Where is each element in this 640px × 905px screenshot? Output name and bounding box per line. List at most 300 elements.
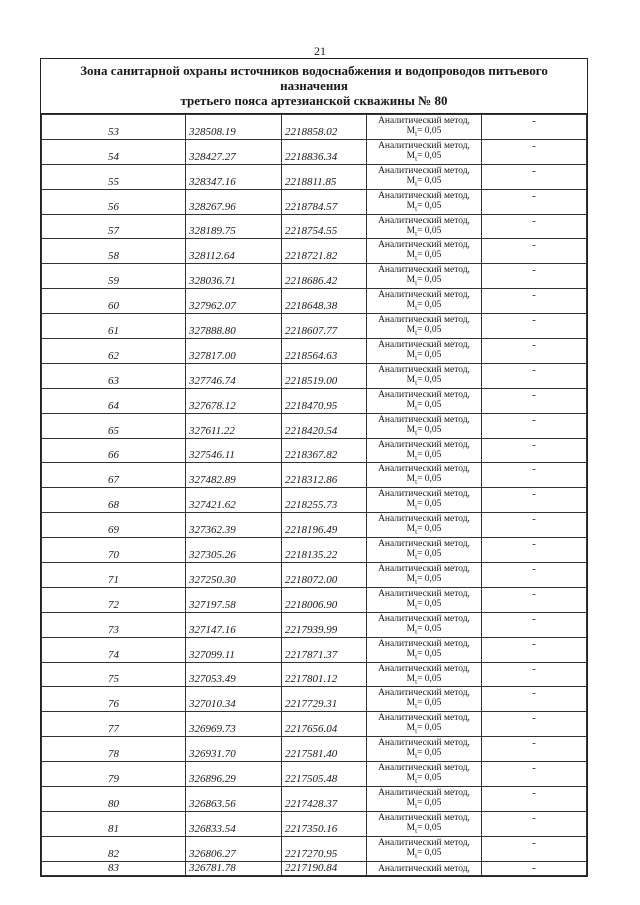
coordinate-y: 2218135.22	[282, 538, 367, 563]
accuracy-value: = 0,05	[417, 698, 442, 709]
accuracy-subscript: t	[415, 752, 418, 761]
method-cell	[367, 811, 482, 836]
point-number: 78	[42, 737, 186, 762]
accuracy-value: = 0,05	[417, 225, 442, 236]
coordinate-x: 327888.80	[186, 314, 282, 339]
accuracy-subscript: t	[415, 677, 418, 686]
title-line-1: Зона санитарной охраны источников водоснабжения и водопроводов питьевого назначения	[80, 63, 548, 93]
point-number: 55	[42, 164, 186, 189]
coordinate-x: 327678.12	[186, 388, 282, 413]
accuracy-subscript: t	[415, 577, 418, 586]
method-cell	[367, 637, 482, 662]
table-row	[42, 762, 587, 787]
coordinate-y: 2218811.85	[282, 164, 367, 189]
accuracy-value: = 0,05	[417, 598, 442, 609]
coordinate-x: 326833.54	[186, 811, 282, 836]
accuracy-label	[367, 300, 481, 313]
accuracy-symbol: M	[406, 250, 416, 261]
coordinate-y: 2218754.55	[282, 214, 367, 239]
method-label: Аналитический метод,	[378, 464, 470, 475]
point-number: 77	[42, 712, 186, 737]
table-row	[42, 413, 587, 438]
table-row	[42, 861, 587, 875]
accuracy-subscript: t	[415, 229, 418, 238]
accuracy-subscript: t	[415, 428, 418, 437]
table-row	[42, 687, 587, 712]
accuracy-label	[367, 400, 481, 413]
accuracy-label	[367, 674, 481, 687]
method-label: Аналитический метод,	[378, 290, 470, 301]
coordinate-x: 327421.62	[186, 488, 282, 513]
accuracy-value: = 0,05	[417, 723, 442, 734]
accuracy-subscript: t	[415, 553, 418, 562]
accuracy-value: = 0,05	[417, 524, 442, 535]
method-label: Аналитический метод,	[378, 588, 470, 599]
page-number: 21	[314, 44, 326, 58]
accuracy-value: = 0,05	[417, 399, 442, 410]
accuracy-symbol: M	[406, 847, 416, 858]
method-label: Аналитический метод,	[378, 837, 470, 848]
method-cell	[367, 214, 482, 239]
coordinate-y: 2217190.84	[282, 861, 367, 875]
accuracy-symbol: M	[406, 474, 416, 485]
coordinate-y: 2218420.54	[282, 413, 367, 438]
accuracy-symbol: M	[406, 449, 416, 460]
accuracy-value: = 0,05	[417, 623, 442, 634]
coordinate-x: 327962.07	[186, 289, 282, 314]
accuracy-label	[367, 574, 481, 587]
accuracy-value: = 0,05	[417, 449, 442, 460]
method-label: Аналитический метод,	[378, 116, 470, 126]
accuracy-subscript: t	[415, 478, 418, 487]
accuracy-label	[367, 151, 481, 164]
accuracy-symbol: M	[406, 424, 416, 435]
point-number: 72	[42, 587, 186, 612]
accuracy-value: = 0,05	[417, 374, 442, 385]
dash-cell: -	[482, 388, 587, 413]
coordinate-x: 326863.56	[186, 787, 282, 812]
point-number: 75	[42, 662, 186, 687]
accuracy-value: = 0,05	[417, 549, 442, 560]
dash-cell: -	[482, 488, 587, 513]
accuracy-label	[367, 250, 481, 263]
table-row	[42, 214, 587, 239]
table-row	[42, 438, 587, 463]
table-row	[42, 787, 587, 812]
accuracy-symbol: M	[406, 499, 416, 510]
dash-cell: -	[482, 637, 587, 662]
coordinate-x: 327250.30	[186, 563, 282, 588]
dash-cell: -	[482, 438, 587, 463]
method-label: Аналитический метод,	[378, 713, 470, 724]
accuracy-label	[367, 649, 481, 662]
accuracy-symbol: M	[406, 200, 416, 211]
accuracy-subscript: t	[415, 503, 418, 512]
method-cell	[367, 189, 482, 214]
accuracy-subscript: t	[415, 453, 418, 462]
coordinate-x: 327362.39	[186, 513, 282, 538]
accuracy-label	[367, 499, 481, 512]
coordinate-x: 327010.34	[186, 687, 282, 712]
method-label: Аналитический метод,	[378, 140, 470, 151]
method-label: Аналитический метод,	[378, 240, 470, 251]
accuracy-subscript: t	[415, 204, 418, 213]
coordinate-x: 327053.49	[186, 662, 282, 687]
accuracy-subscript: t	[415, 329, 418, 338]
table-row	[42, 637, 587, 662]
coordinate-x: 327197.58	[186, 587, 282, 612]
accuracy-symbol: M	[406, 748, 416, 759]
point-number: 61	[42, 314, 186, 339]
table-row	[42, 164, 587, 189]
accuracy-label	[367, 425, 481, 438]
method-label: Аналитический метод,	[378, 763, 470, 774]
table-row	[42, 538, 587, 563]
method-label: Аналитический метод,	[378, 564, 470, 575]
coordinate-x: 327099.11	[186, 637, 282, 662]
dash-cell: -	[482, 513, 587, 538]
accuracy-label	[367, 350, 481, 363]
coordinate-y: 2218006.90	[282, 587, 367, 612]
method-cell	[367, 388, 482, 413]
coordinate-x: 327482.89	[186, 463, 282, 488]
table-row	[42, 314, 587, 339]
coordinate-x: 327746.74	[186, 363, 282, 388]
method-cell	[367, 762, 482, 787]
dash-cell: -	[482, 214, 587, 239]
accuracy-symbol: M	[406, 648, 416, 659]
table-row	[42, 139, 587, 164]
method-cell	[367, 164, 482, 189]
dash-cell: -	[482, 687, 587, 712]
accuracy-label	[367, 698, 481, 711]
coordinate-x: 328036.71	[186, 264, 282, 289]
coordinate-y: 2217505.48	[282, 762, 367, 787]
accuracy-subscript: t	[415, 353, 418, 362]
method-label: Аналитический метод,	[378, 738, 470, 749]
accuracy-subscript: t	[415, 279, 418, 288]
title-line-2: третьего пояса артезианской скважины № 80	[180, 93, 448, 108]
method-cell	[367, 339, 482, 364]
method-label: Аналитический метод,	[378, 165, 470, 176]
accuracy-symbol: M	[406, 549, 416, 560]
coordinates-sheet	[40, 58, 588, 877]
method-cell	[367, 513, 482, 538]
dash-cell: -	[482, 861, 587, 875]
coordinate-y: 2218255.73	[282, 488, 367, 513]
method-label: Аналитический метод,	[378, 439, 470, 450]
accuracy-label	[367, 524, 481, 537]
coordinate-x: 328112.64	[186, 239, 282, 264]
accuracy-symbol: M	[406, 673, 416, 684]
accuracy-label	[367, 275, 481, 288]
dash-cell: -	[482, 463, 587, 488]
method-cell	[367, 787, 482, 812]
method-cell	[367, 612, 482, 637]
method-cell	[367, 737, 482, 762]
dash-cell: -	[482, 836, 587, 861]
accuracy-value: = 0,05	[417, 648, 442, 659]
method-label: Аналитический метод,	[378, 613, 470, 624]
accuracy-subscript: t	[415, 702, 418, 711]
table-row	[42, 463, 587, 488]
table-row	[42, 662, 587, 687]
point-number: 64	[42, 388, 186, 413]
point-number: 60	[42, 289, 186, 314]
accuracy-value: = 0,05	[417, 250, 442, 261]
coordinate-y: 2218312.86	[282, 463, 367, 488]
point-number: 66	[42, 438, 186, 463]
method-cell	[367, 139, 482, 164]
method-cell	[367, 836, 482, 861]
table-row	[42, 836, 587, 861]
method-label: Аналитический метод,	[378, 190, 470, 201]
dash-cell: -	[482, 762, 587, 787]
coordinate-x: 328189.75	[186, 214, 282, 239]
method-label: Аналитический метод,	[378, 514, 470, 525]
accuracy-subscript: t	[415, 851, 418, 860]
accuracy-value: = 0,05	[417, 175, 442, 186]
accuracy-label	[367, 325, 481, 338]
accuracy-value: = 0,05	[417, 748, 442, 759]
coordinate-x: 326896.29	[186, 762, 282, 787]
coordinate-y: 2218470.95	[282, 388, 367, 413]
accuracy-symbol: M	[406, 126, 416, 136]
accuracy-subscript: t	[415, 602, 418, 611]
point-number: 59	[42, 264, 186, 289]
point-number: 74	[42, 637, 186, 662]
coordinate-x: 326781.78	[186, 861, 282, 875]
table-row	[42, 563, 587, 588]
accuracy-value: = 0,05	[417, 150, 442, 161]
coordinate-x: 326806.27	[186, 836, 282, 861]
dash-cell: -	[482, 339, 587, 364]
dash-cell: -	[482, 264, 587, 289]
accuracy-symbol: M	[406, 399, 416, 410]
accuracy-label	[367, 450, 481, 463]
dash-cell: -	[482, 189, 587, 214]
method-cell	[367, 538, 482, 563]
coordinate-x: 328508.19	[186, 115, 282, 140]
accuracy-label	[367, 624, 481, 637]
table-row	[42, 264, 587, 289]
dash-cell: -	[482, 413, 587, 438]
point-number: 58	[42, 239, 186, 264]
accuracy-value: = 0,05	[417, 773, 442, 784]
method-cell	[367, 563, 482, 588]
dash-cell: -	[482, 737, 587, 762]
table-row	[42, 289, 587, 314]
dash-cell: -	[482, 239, 587, 264]
dash-cell: -	[482, 164, 587, 189]
accuracy-label	[367, 226, 481, 239]
coordinate-y: 2217581.40	[282, 737, 367, 762]
dash-cell: -	[482, 662, 587, 687]
coordinate-y: 2218072.00	[282, 563, 367, 588]
coordinate-x: 328427.27	[186, 139, 282, 164]
table-row	[42, 612, 587, 637]
point-number: 70	[42, 538, 186, 563]
accuracy-subscript: t	[415, 154, 418, 163]
method-cell	[367, 413, 482, 438]
point-number: 68	[42, 488, 186, 513]
table-row	[42, 388, 587, 413]
point-number: 63	[42, 363, 186, 388]
accuracy-label	[367, 599, 481, 612]
table-row	[42, 339, 587, 364]
dash-cell: -	[482, 538, 587, 563]
accuracy-value: = 0,05	[417, 350, 442, 361]
method-cell	[367, 239, 482, 264]
method-cell	[367, 712, 482, 737]
accuracy-value: = 0,05	[417, 325, 442, 336]
point-number: 80	[42, 787, 186, 812]
accuracy-value: = 0,05	[417, 574, 442, 585]
accuracy-value: = 0,05	[417, 847, 442, 858]
method-cell	[367, 314, 482, 339]
method-cell	[367, 264, 482, 289]
method-label: Аналитический метод,	[378, 812, 470, 823]
point-number: 54	[42, 139, 186, 164]
method-cell	[367, 463, 482, 488]
table-row	[42, 737, 587, 762]
method-label: Аналитический метод,	[378, 340, 470, 351]
coordinate-y: 2217939.99	[282, 612, 367, 637]
accuracy-symbol: M	[406, 598, 416, 609]
coordinate-y: 2218836.34	[282, 139, 367, 164]
accuracy-symbol: M	[406, 225, 416, 236]
dash-cell: -	[482, 712, 587, 737]
point-number: 65	[42, 413, 186, 438]
dash-cell: -	[482, 811, 587, 836]
accuracy-subscript: t	[415, 304, 418, 313]
method-label: Аналитический метод,	[378, 663, 470, 674]
coordinates-table	[41, 114, 587, 876]
coordinate-y: 2217428.37	[282, 787, 367, 812]
coordinate-x: 326969.73	[186, 712, 282, 737]
method-label: Аналитический метод,	[378, 265, 470, 276]
coordinate-y: 2218367.82	[282, 438, 367, 463]
coordinate-x: 326931.70	[186, 737, 282, 762]
accuracy-symbol: M	[406, 798, 416, 809]
method-label: Аналитический метод,	[378, 638, 470, 649]
point-number: 73	[42, 612, 186, 637]
accuracy-subscript: t	[415, 777, 418, 786]
point-number: 69	[42, 513, 186, 538]
table-title	[41, 59, 587, 114]
point-number: 56	[42, 189, 186, 214]
accuracy-symbol: M	[406, 773, 416, 784]
coordinate-x: 327305.26	[186, 538, 282, 563]
coordinate-y: 2218721.82	[282, 239, 367, 264]
coordinate-x: 328347.16	[186, 164, 282, 189]
accuracy-subscript: t	[415, 652, 418, 661]
dash-cell: -	[482, 139, 587, 164]
accuracy-value: = 0,05	[417, 499, 442, 510]
accuracy-label	[367, 748, 481, 761]
accuracy-symbol: M	[406, 822, 416, 833]
point-number: 53	[42, 115, 186, 140]
accuracy-label	[367, 773, 481, 786]
point-number: 76	[42, 687, 186, 712]
dash-cell: -	[482, 363, 587, 388]
accuracy-subscript: t	[415, 826, 418, 835]
accuracy-value: = 0,05	[417, 424, 442, 435]
accuracy-subscript: t	[415, 129, 418, 138]
accuracy-symbol: M	[406, 574, 416, 585]
coordinate-x: 327147.16	[186, 612, 282, 637]
accuracy-value: = 0,05	[417, 474, 442, 485]
accuracy-label	[367, 375, 481, 388]
coordinate-y: 2217729.31	[282, 687, 367, 712]
table-row	[42, 189, 587, 214]
coordinate-y: 2217801.12	[282, 662, 367, 687]
coordinates-table-body	[42, 115, 587, 876]
accuracy-value: = 0,05	[417, 200, 442, 211]
accuracy-symbol: M	[406, 374, 416, 385]
dash-cell: -	[482, 563, 587, 588]
table-row	[42, 587, 587, 612]
coordinate-y: 2218858.02	[282, 115, 367, 140]
method-cell	[367, 861, 482, 875]
point-number: 71	[42, 563, 186, 588]
table-row	[42, 488, 587, 513]
method-cell	[367, 289, 482, 314]
method-cell	[367, 687, 482, 712]
accuracy-subscript: t	[415, 254, 418, 263]
method-label: Аналитический метод,	[378, 215, 470, 226]
accuracy-subscript: t	[415, 528, 418, 537]
point-number: 81	[42, 811, 186, 836]
accuracy-symbol: M	[406, 350, 416, 361]
coordinate-x: 327817.00	[186, 339, 282, 364]
method-label: Аналитический метод,	[378, 788, 470, 799]
coordinate-y: 2217871.37	[282, 637, 367, 662]
accuracy-label	[367, 848, 481, 861]
coordinate-y: 2218564.63	[282, 339, 367, 364]
accuracy-value: = 0,05	[417, 275, 442, 286]
accuracy-symbol: M	[406, 150, 416, 161]
coordinate-y: 2218648.38	[282, 289, 367, 314]
accuracy-label	[367, 823, 481, 836]
method-label: Аналитический метод,	[378, 539, 470, 550]
table-row	[42, 239, 587, 264]
accuracy-symbol: M	[406, 723, 416, 734]
coordinate-x: 327546.11	[186, 438, 282, 463]
method-label: Аналитический метод,	[378, 364, 470, 375]
accuracy-label	[367, 176, 481, 189]
method-cell	[367, 115, 482, 140]
coordinate-y: 2217656.04	[282, 712, 367, 737]
accuracy-value: = 0,05	[417, 673, 442, 684]
coordinate-y: 2218519.00	[282, 363, 367, 388]
coordinate-y: 2217350.16	[282, 811, 367, 836]
table-row	[42, 811, 587, 836]
accuracy-label	[367, 474, 481, 487]
method-cell	[367, 363, 482, 388]
accuracy-symbol: M	[406, 325, 416, 336]
accuracy-label	[367, 723, 481, 736]
table-row	[42, 513, 587, 538]
accuracy-label	[367, 798, 481, 811]
coordinate-y: 2218607.77	[282, 314, 367, 339]
accuracy-subscript: t	[415, 179, 418, 188]
method-label: Аналитический метод,	[378, 315, 470, 326]
accuracy-symbol: M	[406, 275, 416, 286]
coordinate-y: 2217270.95	[282, 836, 367, 861]
coordinate-x: 327611.22	[186, 413, 282, 438]
dash-cell: -	[482, 115, 587, 140]
